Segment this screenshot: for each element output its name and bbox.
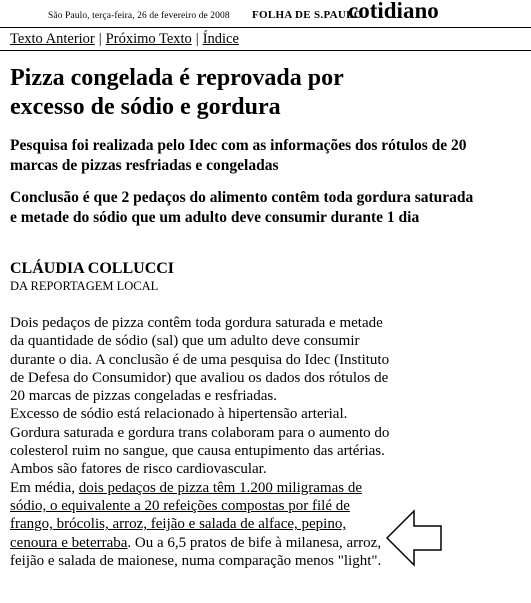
previous-text-link[interactable]: Texto Anterior [10,31,95,47]
body-paragraph: Dois pedaços de pizza contêm toda gordura saturada e metade da quantidade de sódio (sal) que um adulto deve consumir durante o dia. A conclusão é de uma pesquisa do Idec (Instituto de Defesa do Consumidor) que avaliou os dados dos rótulos de 20 marcas de pizzas congeladas e resfriadas. [10,315,390,405]
body-text: . Ou a 6,5 pratos de bife à milanesa, arroz, feijão e salada de maionese, numa comparação menos "light". [10,534,382,569]
article-navigation [10,31,239,48]
highlighted-text: dois pedaços de pizza têm 1.200 miligramas de sódio, o equivalente a 20 refeições compostas por filé de frango, brócolis, arroz, feijão e salada de alface, pepino, cenoura e beterraba [10,479,362,551]
author-name: CLÁUDIA COLLUCCI [10,260,175,277]
body-paragraph: Excesso de sódio está relacionado à hipertensão arterial. Gordura saturada e gordura trans colaboram para o aumento do colesterol ruim no sangue, que causa entupimento das artérias. Ambos são fatores de risco cardiovascular. [10,406,390,478]
left-arrow-icon [386,509,442,567]
nav-separator: | [195,31,199,47]
masthead-section: cotidiano [348,0,439,23]
article-body [10,314,390,570]
nav-divider [0,50,531,51]
body-paragraph [10,479,390,570]
next-text-link[interactable]: Próximo Texto [105,31,192,47]
masthead [0,0,531,28]
article-subtitle: Conclusão é que 2 pedaços do alimento contêm toda gordura saturada e metade do sódio que um adulto deve consumir durante 1 dia [10,189,474,226]
article-title: Pizza congelada é reprovada por excesso de sódio e gordura [10,65,344,120]
article-subtitle: Pesquisa foi realizada pelo Idec com as informações dos rótulos de 20 marcas de pizzas resfriadas e congeladas [10,137,467,174]
masthead-paper-name: FOLHA DE S.PAULO [252,9,363,21]
index-link[interactable]: Índice [202,31,239,47]
masthead-divider [0,27,531,28]
author-desk: DA REPORTAGEM LOCAL [10,279,159,293]
body-text: Em média, [10,479,79,496]
masthead-date: São Paulo, terça-feira, 26 de fevereiro de 2008 [48,11,230,21]
nav-separator: | [98,31,102,47]
